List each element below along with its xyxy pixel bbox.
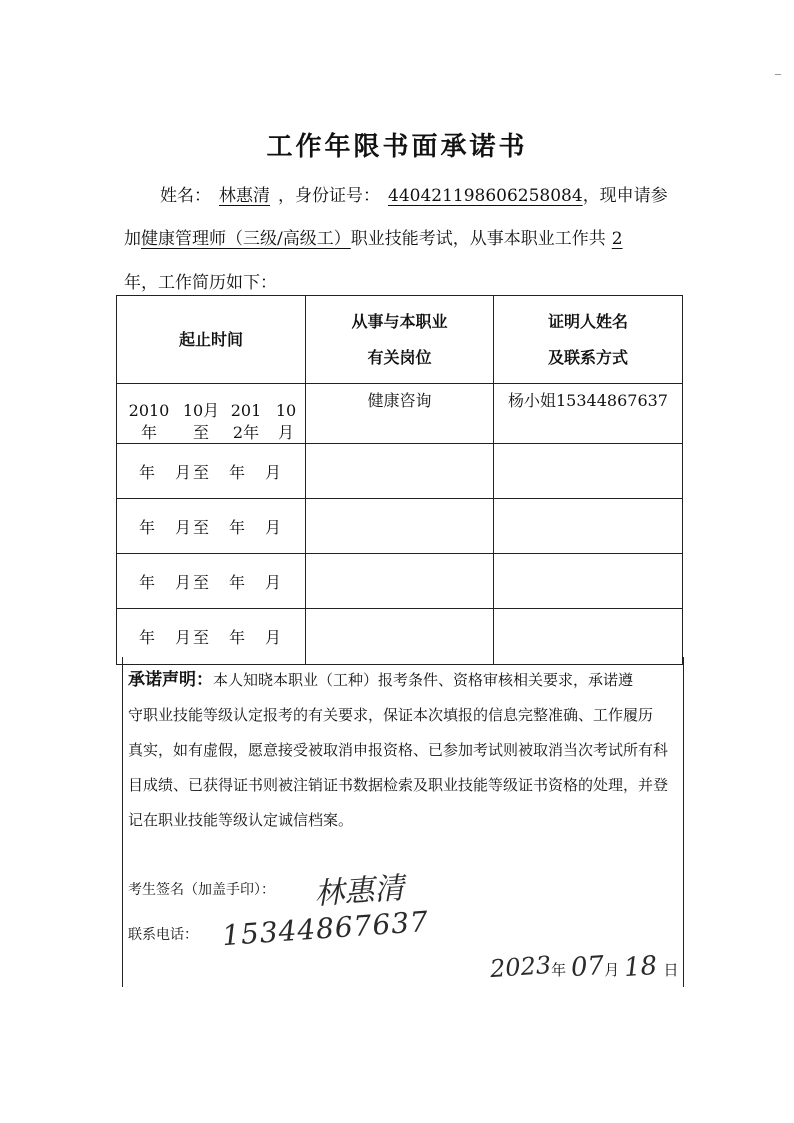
intro-line-3: 年，工作简历如下： — [124, 273, 277, 293]
handwritten-phone: 15344867637 — [221, 904, 430, 953]
date-month: 07 — [570, 950, 606, 984]
header-period: 起止时间 — [117, 296, 306, 384]
name-label: 姓名： — [160, 186, 211, 206]
period-cell-empty: 年 月至 年 月 — [117, 554, 306, 609]
header-position — [306, 296, 494, 384]
start-month: 10月 至 — [182, 401, 220, 442]
applicant-name: 林惠清 — [219, 186, 270, 206]
period-cell-empty: 年 月至 年 月 — [117, 499, 306, 554]
date-day: 18 — [623, 950, 659, 984]
period-cell-1 — [117, 384, 306, 444]
declaration-text — [128, 663, 678, 838]
witness-cell-empty — [494, 554, 683, 609]
witness-cell-empty — [494, 499, 683, 554]
witness-cell-1: 杨小姐15344867637 — [494, 384, 683, 444]
header-witness-line2: 及联系方式 — [547, 347, 628, 367]
declaration-line-4: 目成绩、已获得证书则被注销证书数据检索及职业技能等级证书资格的处理，并登 — [128, 776, 669, 794]
sign-date — [490, 952, 679, 982]
declaration-label: 承诺声明： — [128, 670, 213, 690]
document-title: 工作年限书面承诺书 — [266, 132, 528, 162]
witness-cell-empty — [494, 444, 683, 499]
position-cell-empty — [306, 554, 494, 609]
declaration-line-3: 真实，如有虚假，愿意接受被取消申报资格、已参加考试则被取消当次考试所有科 — [128, 741, 669, 759]
scan-artifact — [775, 74, 781, 75]
handwritten-signature: 林惠清 — [313, 870, 406, 913]
header-position-line1: 从事与本职业 — [351, 311, 448, 331]
position-cell-empty — [306, 444, 494, 499]
intro-line-1 — [160, 181, 668, 206]
declaration-line-2: 守职业技能等级认定报考的有关要求，保证本次填报的信息完整准确、工作履历 — [128, 706, 654, 724]
line2-mid: 职业技能考试，从事本职业工作共 — [350, 229, 606, 249]
date-month-unit: 月 — [604, 961, 620, 979]
signature-label: 考生签名（加盖手印）： — [128, 882, 275, 898]
period-cell-empty: 年 月至 年 月 — [117, 609, 306, 665]
work-history-table — [116, 295, 683, 665]
table-row — [117, 499, 683, 554]
period-cell-empty: 年 月至 年 月 — [117, 444, 306, 499]
apply-text: ，现申请参 — [582, 186, 668, 206]
intro-line-2 — [124, 224, 629, 249]
declaration-line-5: 记在职业技能等级认定诚信档案。 — [128, 811, 354, 829]
header-witness-line1: 证明人姓名 — [547, 311, 628, 331]
header-position-line2: 有关岗位 — [367, 347, 432, 367]
id-label: ，身份证号： — [278, 186, 380, 206]
phone-label: 联系电话： — [128, 927, 198, 943]
table-row — [117, 554, 683, 609]
end-month: 10 月 — [275, 401, 297, 442]
exam-name: 健康管理师（三级/高级工） — [141, 229, 351, 249]
table-row — [117, 384, 683, 444]
work-years: 2 — [611, 229, 623, 249]
table-row — [117, 444, 683, 499]
position-cell-empty — [306, 499, 494, 554]
table-header-row — [117, 296, 683, 384]
line2-prefix: 加 — [124, 229, 141, 249]
date-day-unit: 日 — [663, 961, 679, 979]
declaration-line-1 — [128, 663, 678, 698]
date-year-unit: 年 — [551, 961, 567, 979]
start-year: 2010 年 — [128, 401, 170, 442]
declaration-line-1-text: 本人知晓本职业（工种）报考条件、资格审核相关要求，承诺遵 — [213, 671, 634, 689]
date-year: 2023 — [489, 950, 552, 984]
end-year: 201 2年 — [230, 401, 262, 442]
position-cell-1: 健康咨询 — [306, 384, 494, 444]
header-witness — [494, 296, 683, 384]
id-number: 440421198606258084 — [388, 186, 583, 206]
